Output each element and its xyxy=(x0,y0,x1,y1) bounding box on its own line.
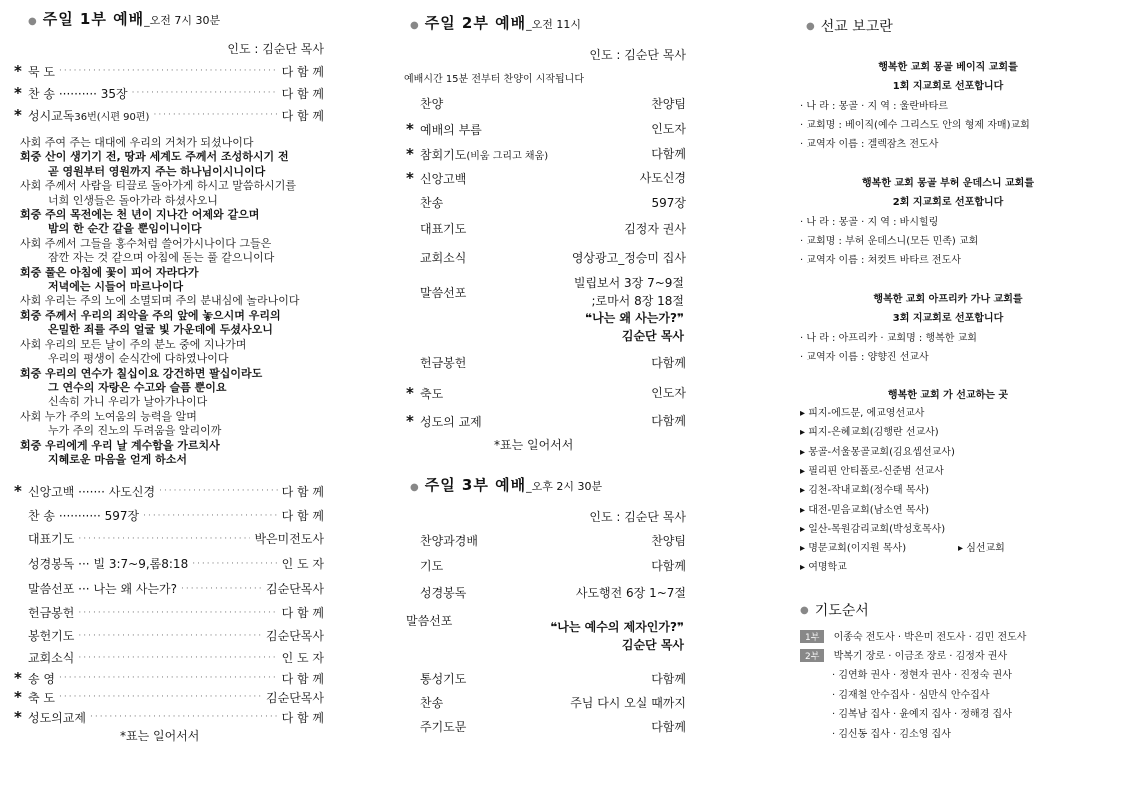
order-row xyxy=(406,95,686,112)
dot-leader xyxy=(159,486,278,496)
asterisk-mark: * xyxy=(406,384,414,402)
litany-line: 누가 주의 진노의 두려움을 알리이까 xyxy=(48,424,222,438)
order-label-wrap xyxy=(406,169,466,187)
order-row xyxy=(406,384,686,402)
mission-block-heading: 행복한 교회 몽골 베이직 교회를 xyxy=(878,62,1018,73)
order-value: 사도신경 xyxy=(639,171,686,185)
mission-block-line: · 나 라 : 몽골 · 지 역 : 울란바타르 xyxy=(800,101,948,112)
order-row xyxy=(14,84,324,102)
supports-item: ▸ 몽골-서울몽골교회(김요셉선교사) xyxy=(800,446,955,458)
order-value: 다 함 께 xyxy=(281,108,324,123)
order-row xyxy=(406,220,686,237)
service3-header xyxy=(410,474,602,495)
asterisk-mark: * xyxy=(14,62,22,80)
stand-note: *표는 일어서서 xyxy=(120,729,200,743)
order-label: 찬송 xyxy=(420,696,444,710)
order-label: 성시교독 xyxy=(28,108,75,123)
order-value: 다 함 께 xyxy=(281,64,324,79)
order-value: 다함께 xyxy=(651,356,686,370)
order-value: 다함께 xyxy=(651,147,686,161)
prayer-row-2 xyxy=(800,647,1007,662)
service1-header xyxy=(28,8,220,29)
bullet-icon: ● xyxy=(800,604,809,616)
order-row xyxy=(406,249,686,266)
asterisk-mark: * xyxy=(14,482,22,500)
supports-item: ▸ 일산-목원감리교회(박성호목사) xyxy=(800,523,946,535)
order-row xyxy=(406,145,686,163)
asterisk-mark: * xyxy=(406,412,414,430)
order-label: 축 도 xyxy=(28,690,55,705)
supports-item: ▸ 피지-은혜교회(김행란 선교사) xyxy=(800,427,939,439)
order-note: (비움 그리고 채움) xyxy=(466,151,549,162)
mission-block-heading: 2회 지교회로 선포합니다 xyxy=(892,197,1004,208)
order-row xyxy=(14,580,324,597)
order-value: 다 함 께 xyxy=(281,484,324,499)
order-label: 신앙고백 ······· 사도신경 xyxy=(28,484,156,499)
litany-line: 사회 주께서 그들을 홍수처럼 쓸어가시나이다 그들은 xyxy=(20,236,272,250)
order-row xyxy=(14,106,324,124)
prayer-line-2: 박복기 장로 · 이금조 장로 · 김정자 권사 xyxy=(833,651,1008,662)
order-label: 대표기도 xyxy=(28,532,75,546)
service1-time: _오전 7시 30분 xyxy=(144,14,221,27)
asterisk-mark: * xyxy=(406,169,414,187)
dot-leader xyxy=(132,88,278,98)
order-label: 교회소식 xyxy=(420,251,467,265)
order-label-wrap xyxy=(406,557,443,574)
order-label-wrap xyxy=(406,120,482,138)
litany-line: 지혜로운 마음을 얻게 하소서 xyxy=(48,452,187,466)
order-row xyxy=(14,688,324,706)
order-row xyxy=(406,557,686,574)
order-value: 박은미전도사 xyxy=(254,532,324,546)
order-label: 봉헌기도 xyxy=(28,629,75,643)
supports-item: ▸ 명문교회(이지원 목사) xyxy=(800,543,907,555)
bullet-icon: ● xyxy=(28,16,37,27)
order-label: 대표기도 xyxy=(420,222,467,236)
order-value: 다함께 xyxy=(651,720,686,734)
order-label: 찬송 xyxy=(420,196,444,210)
order-label: 교회소식 xyxy=(28,651,75,665)
dot-leader xyxy=(78,653,277,663)
order-label: 성도의교제 xyxy=(28,710,86,725)
litany-line: 그 연수의 자랑은 수고와 슬픔 뿐이요 xyxy=(48,380,227,394)
dot-leader xyxy=(90,712,278,722)
order-label: 찬양과경배 xyxy=(420,534,478,548)
order-row xyxy=(406,670,686,687)
order-row xyxy=(14,507,324,524)
litany-line: 회중 우리에게 우리 날 계수함을 가르치사 xyxy=(20,438,220,452)
asterisk-mark: * xyxy=(14,106,22,124)
supports-heading: 행복한 교회 가 선교하는 곳 xyxy=(887,390,1009,401)
order-value: 597장 xyxy=(651,196,686,210)
order-value: 주님 다시 오실 때까지 xyxy=(570,696,686,710)
order-label: 축도 xyxy=(420,387,444,401)
order-value: 다 함 께 xyxy=(281,606,324,620)
dot-leader xyxy=(78,631,262,641)
mission-block-line: · 교역자 이름 : 쳐컷트 바타르 전도사 xyxy=(800,255,961,266)
order-row xyxy=(14,708,324,726)
order-label: 찬 송 ··········· 597장 xyxy=(28,509,140,523)
order-value: 영상광고_정승미 집사 xyxy=(571,251,686,265)
order-label: 헌금봉헌 xyxy=(28,606,75,620)
asterisk-mark: * xyxy=(406,120,414,138)
order-row xyxy=(406,718,686,735)
asterisk-mark: * xyxy=(14,688,22,706)
order-row xyxy=(406,169,686,187)
order-label-wrap xyxy=(406,194,443,211)
service1-leader: 인도 : 김순단 목사 xyxy=(227,42,324,56)
litany-line: 회중 주의 목전에는 천 년이 지나간 어제와 같으며 xyxy=(20,208,260,222)
dot-leader xyxy=(153,110,277,120)
order-value: 찬양팀 xyxy=(651,97,686,111)
order-value: 김정자 권사 xyxy=(624,222,686,236)
litany-line: 사회 누가 주의 노여움의 능력을 알며 xyxy=(20,409,197,423)
dot-leader xyxy=(181,584,262,594)
litany-line: 사회 우리의 모든 날이 주의 분노 중에 지나가며 xyxy=(20,337,247,351)
order-row xyxy=(14,669,324,687)
order-row xyxy=(14,530,324,547)
dot-leader xyxy=(78,534,250,544)
order-row xyxy=(14,62,324,80)
order-label-wrap xyxy=(406,584,466,601)
order-label-wrap xyxy=(406,354,466,371)
mission-title: 선교 보고란 xyxy=(820,19,893,35)
badge-1: 1부 xyxy=(800,630,824,643)
dot-leader xyxy=(59,692,262,702)
supports-item: ▸ 김천-작내교회(정수태 목사) xyxy=(800,485,930,497)
order-value: 인 도 자 xyxy=(281,557,324,571)
bullet-icon: ● xyxy=(410,482,419,493)
order-value: 다 함 께 xyxy=(281,671,324,686)
order-value: 다함께 xyxy=(651,559,686,573)
mission-block-heading: 행복한 교회 몽골 부허 운데스니 교회를 xyxy=(862,178,1034,189)
order-row xyxy=(14,627,324,644)
mission-block-heading: 행복한 교회 아프리카 가나 교회를 xyxy=(873,294,1023,305)
mission-block-line: · 교회명 : 부허 운데스니(모든 민족) 교회 xyxy=(800,236,979,247)
order-label-wrap xyxy=(406,694,443,711)
badge-2: 2부 xyxy=(800,649,824,662)
sermon-line: 김순단 목사 xyxy=(621,638,684,652)
asterisk-mark: * xyxy=(406,145,414,163)
order-label: 송 영 xyxy=(28,671,55,686)
litany-line: 저녁에는 시들어 마르나이다 xyxy=(48,280,184,294)
order-label: 성도의 교제 xyxy=(420,415,482,429)
order-value: 김순단목사 xyxy=(266,582,324,596)
order-value: 다 함 께 xyxy=(281,710,324,725)
order-label-wrap xyxy=(406,249,466,266)
order-value: 다 함 께 xyxy=(281,86,324,101)
service3-sermon-label: 말씀선포 xyxy=(406,614,453,628)
bullet-icon: ● xyxy=(410,20,419,31)
sermon-line: 빌립보서 3장 7~9절 xyxy=(573,276,684,290)
order-row xyxy=(406,120,686,138)
mission-block-line: · 교회명 : 베이직(예수 그리스도 안의 형제 자매)교회 xyxy=(800,120,1030,131)
service2-header xyxy=(410,12,581,33)
order-label-wrap xyxy=(406,532,478,549)
mission-block-line: · 나 라 : 아프리카 · 교회명 : 행복한 교회 xyxy=(800,333,977,344)
order-row xyxy=(14,649,324,666)
prayer-line: · 김재철 안수집사 · 심만식 안수집사 xyxy=(832,689,990,701)
sermon-line: ❝나는 왜 사는가?❞ xyxy=(585,311,684,325)
dot-leader xyxy=(59,673,278,683)
asterisk-mark: * xyxy=(14,708,22,726)
asterisk-mark: * xyxy=(14,84,22,102)
mission-block-line: · 교역자 이름 : 양향진 선교사 xyxy=(800,352,929,363)
prayer-line: · 김복남 집사 · 윤예지 집사 · 정해경 집사 xyxy=(832,709,1012,720)
order-row xyxy=(406,412,686,430)
mission-block-line: · 교역자 이름 : 겔렉잠츠 전도사 xyxy=(800,139,939,150)
order-note: 36번(시편 90편) xyxy=(74,111,150,123)
order-row xyxy=(406,694,686,711)
litany-line: 잠깐 자는 것 같으며 아침에 돋는 풀 같으니이다 xyxy=(48,251,275,265)
sermon-line: ❝나는 예수의 제자인가?❞ xyxy=(550,620,684,634)
litany-line: 사회 주께서 사람을 티끌로 돌아가게 하시고 말씀하시기를 xyxy=(20,179,297,193)
service2-time: _오전 11시 xyxy=(526,18,581,31)
prayer-line: · 김신동 집사 · 김소영 집사 xyxy=(832,728,951,740)
prayer-row-1 xyxy=(800,628,1026,643)
mission-block-line: · 나 라 : 몽골 · 지 역 : 바시힐링 xyxy=(800,217,939,228)
order-label: 찬 송 ·········· 35장 xyxy=(28,86,128,101)
order-value: 인도자 xyxy=(651,386,686,400)
order-label: 예배의 부름 xyxy=(420,123,482,137)
sermon-line: 김순단 목사 xyxy=(621,329,684,343)
order-label-wrap xyxy=(406,412,482,430)
order-label: 성경봉독 xyxy=(420,586,467,600)
service2-title: 주일 2부 예배 xyxy=(424,14,527,32)
prayer-line-1: 이종숙 전도사 · 박은미 전도사 · 김민 전도사 xyxy=(833,632,1027,643)
responsive-reading xyxy=(20,136,328,467)
order-label: 말씀선포 ··· 나는 왜 사는가? xyxy=(28,582,177,596)
order-label: 기도 xyxy=(420,559,444,573)
order-value: 인 도 자 xyxy=(281,651,324,665)
litany-line: 사회 우리는 주의 노에 소멸되며 주의 분내심에 놀라나이다 xyxy=(20,294,300,308)
mission-header xyxy=(806,16,893,36)
order-label-wrap xyxy=(406,384,443,402)
supports-item: ▸ 대전-믿음교회(남소연 목사) xyxy=(800,504,930,516)
order-value: 김순단목사 xyxy=(266,690,324,705)
asterisk-mark: * xyxy=(14,669,22,687)
litany-line: 회중 우리의 연수가 칠십이요 강건하면 팔십이라도 xyxy=(20,366,263,380)
litany-line: 곧 영원부터 영원까지 주는 하나님이시니이다 xyxy=(48,164,266,178)
litany-line: 우리의 평생이 순식간에 다하였나이다 xyxy=(48,352,229,366)
order-value: 다 함 께 xyxy=(281,509,324,523)
order-value: 사도행전 6장 1~7절 xyxy=(575,586,686,600)
litany-line: 사회 주여 주는 대대에 우리의 거처가 되셨나이다 xyxy=(20,136,254,149)
order-label: 묵 도 xyxy=(28,64,55,79)
dot-leader xyxy=(192,559,277,569)
order-row xyxy=(14,555,324,572)
service3-title: 주일 3부 예배 xyxy=(424,476,527,494)
stand-note: *표는 일어서서 xyxy=(494,438,574,452)
order-row xyxy=(406,584,686,601)
litany-line: 너희 인생들은 돌아가라 하셨사오니 xyxy=(48,193,218,207)
service2-notice: 예배시간 15분 전부터 찬양이 시작됩니다 xyxy=(404,74,584,85)
litany-line: 은밀한 죄를 주의 얼굴 빛 가운데에 두셨사오니 xyxy=(48,323,273,337)
order-label: 신앙고백 xyxy=(420,172,467,186)
order-label: 성경봉독 ··· 빌 3:7~9,롬8:18 xyxy=(28,557,189,571)
litany-line: 밤의 한 순간 같을 뿐임이니이다 xyxy=(48,222,202,236)
supports-item: ▸ 여명학교 xyxy=(800,562,847,574)
order-label: 참회기도 xyxy=(420,148,467,162)
supports-extra: ▸ 심선교회 xyxy=(958,543,1005,554)
mission-block-heading: 3회 지교회로 선포합니다 xyxy=(892,313,1004,324)
order-value: 김순단목사 xyxy=(266,629,324,643)
order-label: 통성기도 xyxy=(420,672,467,686)
order-label: 헌금봉헌 xyxy=(420,356,467,370)
supports-item: ▸ 피지-에드문, 에교영선교사 xyxy=(800,408,925,419)
order-value: 인도자 xyxy=(651,122,686,136)
mission-block-heading: 1회 지교회로 선포합니다 xyxy=(892,81,1004,92)
order-row xyxy=(406,194,686,211)
service3-time: _오후 2시 30분 xyxy=(526,480,603,493)
order-label-wrap xyxy=(406,95,443,112)
litany-line: 회중 주께서 우리의 죄악을 주의 앞에 놓으시며 우리의 xyxy=(20,308,281,322)
sermon-line: ;로마서 8장 18절 xyxy=(591,294,684,308)
order-row xyxy=(406,354,686,371)
supports-item: ▸ 필리핀 안티폴로-신준범 선교사 xyxy=(800,465,944,477)
prayer-line: · 김연화 권사 · 정현자 권사 · 진정숙 권사 xyxy=(832,670,1012,681)
order-label: 주기도문 xyxy=(420,720,467,734)
order-label-wrap xyxy=(406,670,466,687)
dot-leader xyxy=(78,608,277,618)
litany-line: 회중 풀은 아침에 꽃이 피어 자라다가 xyxy=(20,265,199,279)
order-label-wrap xyxy=(406,220,466,237)
service2-leader: 인도 : 김순단 목사 xyxy=(589,48,686,62)
dot-leader xyxy=(143,511,278,521)
dot-leader xyxy=(59,66,278,76)
order-label-wrap xyxy=(406,718,466,735)
litany-line: 회중 산이 생기기 전, 땅과 세계도 주께서 조성하시기 전 xyxy=(20,150,289,164)
order-value: 다함께 xyxy=(651,414,686,428)
litany-line: 신속히 가니 우리가 날아가나이다 xyxy=(48,395,208,409)
service2-sermon-label: 말씀선포 xyxy=(420,286,467,300)
order-row xyxy=(406,532,686,549)
order-label-wrap xyxy=(406,145,548,163)
service1-title: 주일 1부 예배 xyxy=(42,10,145,28)
order-row xyxy=(14,482,324,500)
prayer-header xyxy=(800,600,869,620)
service3-leader: 인도 : 김순단 목사 xyxy=(589,510,686,524)
prayer-title: 기도순서 xyxy=(814,603,869,619)
order-row xyxy=(14,604,324,621)
order-value: 다함께 xyxy=(651,672,686,686)
order-label: 찬양 xyxy=(420,97,444,111)
order-value: 찬양팀 xyxy=(651,534,686,548)
bullet-icon: ● xyxy=(806,20,815,32)
